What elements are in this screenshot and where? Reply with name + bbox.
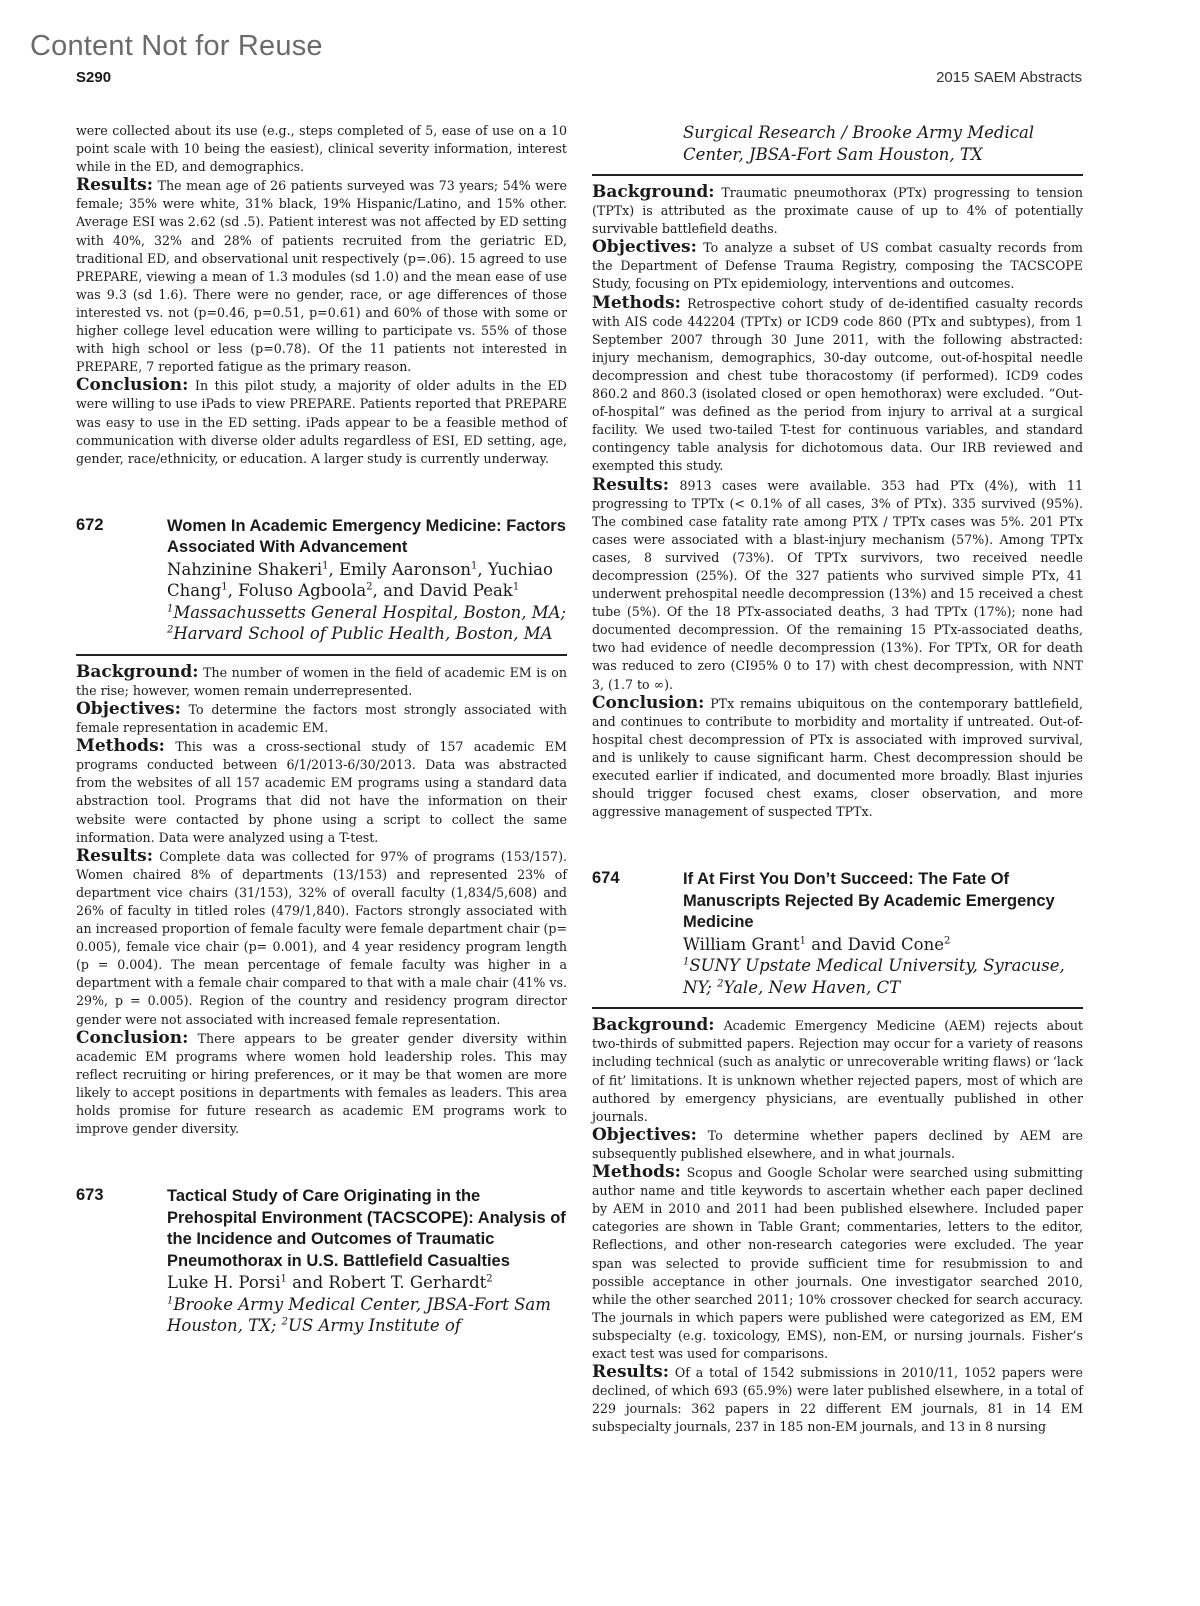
abstract-affiliations: $^1$Massachussetts General Hospital, Boston, MA; $^2$Harvard School of Public Health, Boston, MA [167,602,567,644]
abstract-674-methods: Methods: Scopus and Google Scholar were searched using submitting author name and title keywords to ascertain whether each paper declined by AEM in 2010 and 2011 had been published elsewhere. Included paper categories are shown in Table Grant; commentaries, letters to the editor, Reflections, and other non-research categories were excluded. The year span was selected to provide sufficient time for resubmission to and possible acceptance in other journals. One investigator searched 2010, while the other searched 2011; 10% crossover checked for search accuracy. The journals in which papers were published were categorized as EM, EM subspecialty (e.g. toxicology, EMS), non-EM, or nursing journals. Fisher’s exact test was used for comparisons. [592,1162,1083,1361]
abstract-672-results: Results: Complete data was collected for 97% of programs (153/157). Women chaired 8% of departments (13/153) and represented 23% of department vice chairs (31/153), 32% of overall faculty (1,834/5,608) and 26% of faculty in titled roles (479/1,840). Factors strongly associated with an increased proportion of female faculty were female department chair (p= 0.005), female vice chair (p= 0.001), and 4 year residency program length (p = 0.004). The mean percentage of female faculty was higher in a department with a female chair compared to that with a male chair (41% vs. 29%, p = 0.005). Region of the country and residency program director gender were not associated with increased female representation. [76,845,567,1027]
section-heading: Results: [76,175,154,196]
abstract-title: Tactical Study of Care Originating in the Prehospital Environment (TACSCOPE): Analysis of the Incidence and Outcomes of Traumatic Pneumothorax in U.S. Battlefield Casualties [167,1187,566,1270]
abstract-672-objectives: Objectives: To determine the factors most strongly associated with female representation in academic EM. [76,698,567,736]
abstract-affiliations: $^1$Brooke Army Medical Center, JBSA-Fort Sam Houston, TX; $^2$US Army Institute of [167,1294,551,1336]
divider [76,654,567,656]
abstract-673-objectives: Objectives: To analyze a subset of US combat casualty records from the Department of Defense Trauma Registry, composing the TACSCOPE Study, focusing on PTx epidemiology, interventions and outcomes. [592,237,1083,292]
continued-conclusion: Conclusion: In this pilot study, a majority of older adults in the ED were willing to use iPads to view PREPARE. Patients reported that PREPARE was easy to use in the ED setting. iPads appear to be a feasible method of communication with diverse older adults regardless of ESI, ED setting, age, gender, race/ethnicity, or education. A larger study is currently underway. [76,375,567,466]
abstract-number: 673 [76,1186,104,1205]
abstract-affiliations: $^1$SUNY Upstate Medical University, Syracuse, NY; $^2$Yale, New Haven, CT [683,956,1065,997]
abstract-674-results: Results: Of a total of 1542 submissions in 2010/11, 1052 papers were declined, of which 693 (65.9%) were later published elsewhere, in a total of 229 journals: 362 papers in 22 different EM journals, 81 in 14 EM subspecialty journals, 237 in 185 non-EM journals, and 13 in 8 nursing [592,1362,1083,1435]
left-column [76,122,567,1337]
abstract-authors: Luke H. Porsi$^1$ and Robert T. Gerhardt$^2$ [167,1273,493,1293]
abstract-672-conclusion: Conclusion: There appears to be greater gender diversity within academic EM programs where women hold leadership roles. This may reflect recruiting or hiring preferences, or it may be that women are more likely to accept positions in departments with females as leaders. This area holds promise for future research as academic EM programs work to improve gender diversity. [76,1027,567,1137]
abstract-673-methods: Methods: Retrospective cohort study of de-identified casualty records with AIS code 442204 (TPTx) or ICD9 code 860 (PTx and subtypes), from 1 September 2007 through 30 June 2011, with the following abstracted: injury mechanism, demographics, 30-day outcome, out-of-hospital needle decompression and chest tube thoracostomy (if performed). ICD9 codes 860.2 and 860.3 (isolated closed or open hemothorax) were excluded. “Out-of-hospital” was defined as the period from injury to arrival at a surgical facility. We used two-tailed T-test for continuous variables, and standard contingency table analysis for dichotomous data. Our IRB reviewed and exempted this study. [592,292,1083,474]
abstract-title: Women In Academic Emergency Medicine: Factors Associated With Advancement [167,516,566,557]
right-column [592,122,1083,1436]
abstract-674-objectives: Objectives: To determine whether papers declined by AEM are subsequently published elsewhere, and in what journals. [592,1124,1083,1161]
abstract-673-header [76,1186,567,1337]
abstract-673-conclusion: Conclusion: PTx remains ubiquitous on the contemporary battlefield, and continues to contribute to morbidity and mortality if untreated. Out-of-hospital chest decompression of PTx is associated with improved survival, and is unlikely to cause significant harm. Chest decompression should be executed earlier if indicated, and documented more broadly. Blast injuries should trigger focused chest exams, closer observation, and more aggressive management of suspected TPTx. [592,692,1083,820]
section-heading: Conclusion: [76,375,189,396]
journal-name: 2015 SAEM Abstracts [936,69,1082,86]
abstract-authors: Nahzinine Shakeri$^1$, Emily Aaronson$^1$, Yuchiao Chang$^1$, Foluso Agboola$^2$, and David Peak$^1$ [167,559,553,601]
abstract-authors: William Grant$^1$ and David Cone$^2$ [683,934,951,954]
abstract-674-header [592,869,1083,998]
abstract-number: 674 [592,869,620,888]
page-number: S290 [76,69,112,86]
abstract-affiliations-continued: Surgical Research / Brooke Army Medical Center, JBSA-Fort Sam Houston, TX [683,123,1035,164]
abstract-673-background: Background: Traumatic pneumothorax (PTx) progressing to tension (TPTx) is attributed as the proximate cause of up to 4% of potentially survivable battlefield deaths. [592,182,1083,237]
watermark: Content Not for Reuse [30,30,323,62]
abstract-673-results: Results: 8913 cases were available. 353 had PTx (4%), with 11 progressing to TPTx (< 0.1% of all cases, 3% of PTx). 335 survived (95%). The combined case fatality rate among PTX / TPTx cases was 5%. 201 PTx cases were associated with a blast-injury mechanism (57%). Among TPTx cases, 8 survived (73%). Of TPTx survivors, two received needle decompression (25%). Of the 327 patients who survived simple PTx, 41 underwent prehospital needle decompression (13%) and 15 received a chest tube (5%). Of the 18 PTx-associated deaths, 3 had TPTx (17%); none had documented decompression. Of the remaining 15 PTx-associated deaths, two had evidence of needle decompression (13%). For TPTx, OR for death was reduced to zero (CI95% 0 to 17) with chest decompression, with NNT 3, (1.7 to ∞). [592,474,1083,692]
abstract-672-background: Background: The number of women in the field of academic EM is on the rise; however, women remain underrepresented. [76,661,567,698]
abstract-672-header [76,516,567,645]
continued-intro: were collected about its use (e.g., steps completed of 5, ease of use on a 10 point scale with 10 being the easiest), clinical severity information, interest while in the ED, and demographics. [76,123,567,175]
continued-results: Results: The mean age of 26 patients surveyed was 73 years; 54% were female; 35% were white, 31% black, 19% Hispanic/Latino, and 15% other. Average ESI was 2.62 (sd .5). Patient interest was not affected by ED setting with 40%, 32% and 28% of patients recruited from the geriatric ED, traditional ED, and observational unit respectively (p=.06). 15 agreed to use PREPARE, viewing a mean of 1.3 modules (sd 1.0) and the mean ease of use was 9.3 (sd 1.6). There were no gender, race, or age differences of those interested vs. not (p=0.46, p=0.51, p=0.61) and 60% of those with some or higher college level education were willing to participate vs. 55% of those with high school or less (p=0.78). Of the 11 patients not interested in PREPARE, 7 reported fatigue as the primary reason. [76,175,567,375]
abstract-674-background: Background: Academic Emergency Medicine (AEM) rejects about two-thirds of submitted papers. Rejection may occur for a variety of reasons including technical (such as analytic or unrecoverable writing flaws) or ‘lack of fit’ limitations. It is unknown whether rejected papers, most of which are authored by emergency physicians, are eventually published in other journals. [592,1015,1083,1124]
divider [592,1007,1083,1009]
divider [592,174,1083,176]
abstract-672-methods: Methods: This was a cross-sectional study of 157 academic EM programs conducted between 6/1/2013-6/30/2013. Data was abstracted from the websites of all 157 academic EM programs using a standard data abstraction tool. Programs that did not have the information on their website were contacted by phone using a script to collect the same information. Data were analyzed using a T-test. [76,736,567,845]
abstract-title: If At First You Don’t Succeed: The Fate Of Manuscripts Rejected By Academic Emergency Medicine [683,870,1055,932]
abstract-number: 672 [76,515,104,534]
